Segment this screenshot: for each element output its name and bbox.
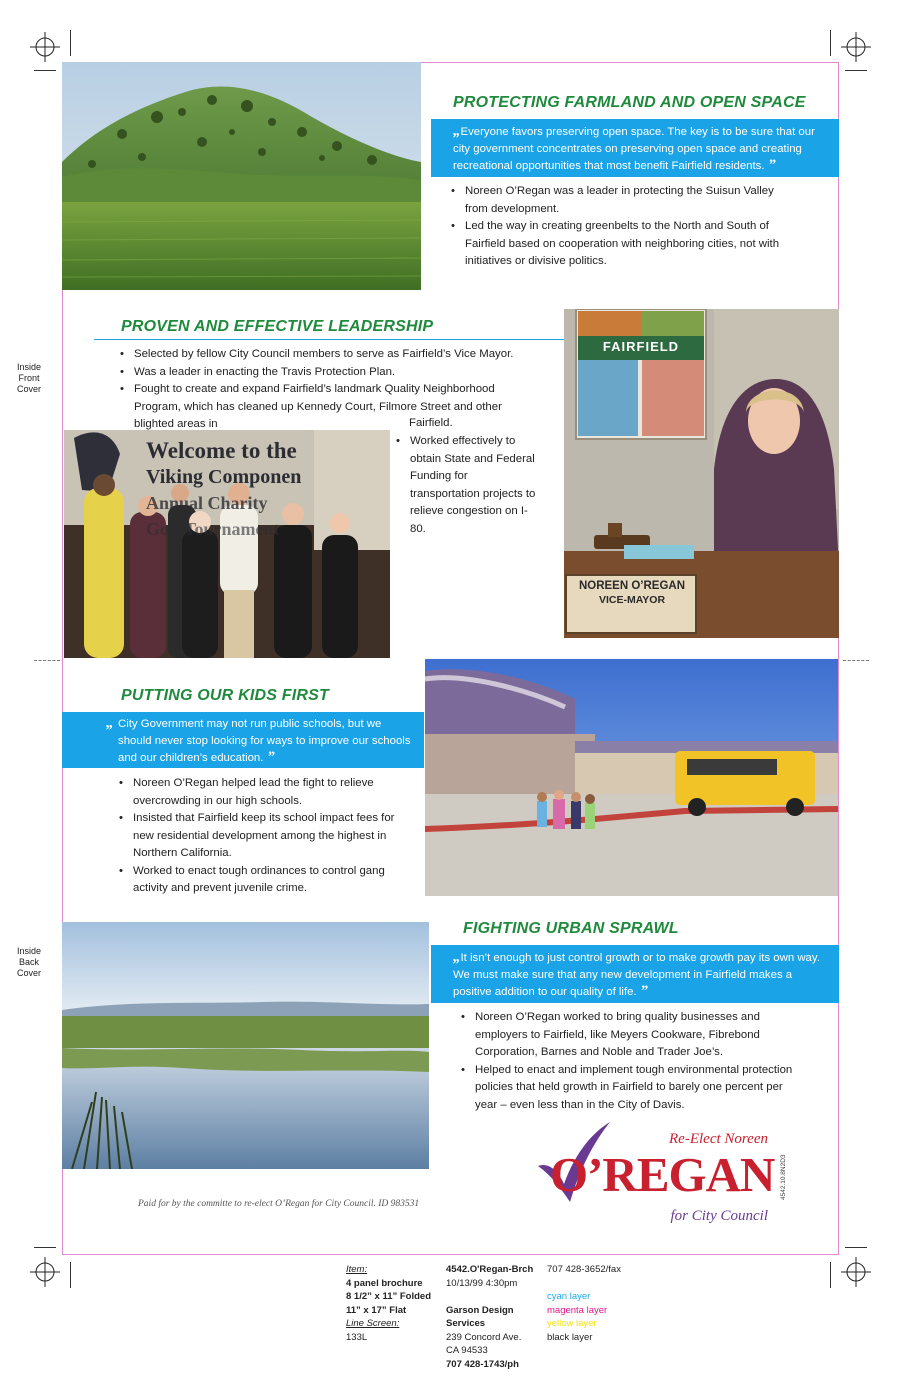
slug-line: yellow layer [547, 1318, 597, 1329]
list-item: • Selected by fellow City Council members to serve as Fairfield’s Vice Mayor. [120, 346, 520, 364]
open-quote-icon: „ [106, 715, 114, 731]
sprawl-heading: FIGHTING URBAN SPRAWL [463, 920, 679, 937]
list-item: • Fought to create and expand Fairfield’s landmark Quality Neighborhood Program, which has cleaned up Kennedy Court, Filmore Street and other blighted areas in [120, 381, 520, 434]
list-item: • Noreen O’Regan helped lead the fight to relieve overcrowding in our high schools. [119, 775, 399, 810]
vice-mayor-photo [564, 309, 839, 638]
slug-line: magenta layer [547, 1304, 608, 1316]
registration-mark-icon [30, 32, 60, 62]
slug-line: black layer [547, 1331, 593, 1343]
leadership-bullet-continuation: Fairfield. [409, 417, 453, 429]
list-item: • Worked effectively to obtain State and Federal Funding for transportation projects to relieve congestion on I-80. [396, 433, 536, 538]
school-photo [425, 659, 838, 896]
leadership-rule [94, 339, 564, 340]
list-item: • Led the way in creating greenbelts to the North and South of Fairfield based on cooperation with neighboring cities, not with initiatives or divisive politics. [451, 218, 791, 271]
slug-line: 4 panel brochure [346, 1277, 423, 1289]
logo-name: O’REGAN [550, 1147, 775, 1202]
open-quote-icon: „ [453, 949, 461, 965]
sprawl-bullet-list [461, 1009, 801, 1114]
list-item: • Helped to enact and implement tough environmental protection policies that held growth in Fairfield to barely one percent per year – even less than in the City of Davis. [461, 1062, 801, 1115]
nameplate: NOREEN O’REGAN VICE-MAYOR [578, 580, 686, 606]
slug-line: 707 428-3652/fax [547, 1264, 621, 1275]
leadership-bullet-list [120, 346, 520, 434]
slug-line: 10/13/99 4:30pm [446, 1277, 518, 1289]
slug-line: 8 1/2” x 11” Folded [346, 1291, 432, 1302]
sprawl-quote-text: It isn’t enough to just control growth or to make growth pay its own way. We must make sure that any new development in Fairfield makes a positive addition to our quality of life. [453, 952, 820, 998]
list-item: • Noreen O’Regan was a leader in protecting the Suisun Valley from development. [451, 183, 791, 218]
slug-column-2 [446, 1263, 533, 1371]
slug-column-3 [547, 1263, 621, 1344]
registration-mark-icon [841, 1257, 871, 1287]
kids-quote [62, 712, 424, 768]
farmland-photo [62, 62, 421, 290]
side-label-inside-front-cover: Inside Front Cover [16, 362, 42, 394]
crop-mark [830, 30, 831, 56]
welcome-banner: Welcome to the Viking Componen Annual Charity Golf Tournament [146, 438, 302, 539]
slug-line: 133L [346, 1331, 368, 1343]
slug-line: Line Screen: [346, 1318, 400, 1329]
slug-line: Services [446, 1318, 486, 1329]
slug-line [547, 1277, 621, 1291]
fold-mark [34, 660, 60, 661]
fold-mark [843, 660, 869, 661]
close-quote-icon: ” [636, 983, 648, 999]
slug-line: cyan layer [547, 1291, 591, 1302]
slug-line: 239 Concord Ave. [446, 1331, 522, 1343]
registration-mark-icon [841, 32, 871, 62]
list-item: • Insisted that Fairfield keep its school impact fees for new residential development among the highest in Northern California. [119, 810, 399, 863]
slug-line: 4542.O'Regan-Brch [446, 1264, 534, 1275]
open-quote-icon: „ [453, 123, 461, 139]
crop-mark [34, 1247, 56, 1248]
sprawl-quote [431, 945, 839, 1003]
group-photo [64, 430, 390, 658]
crop-mark [70, 30, 71, 56]
crop-mark [845, 70, 867, 71]
slug-line [446, 1290, 533, 1304]
crop-mark [70, 1262, 71, 1288]
kids-bullet-list [119, 775, 399, 898]
disclaimer: Paid for by the committe to re-elect O’Regan for City Council. ID 983531 [138, 1199, 420, 1209]
vertical-job-code: 4542.10.8N2D3 [780, 1154, 787, 1200]
farmland-quote-text: Everyone favors preserving open space. The key is to be sure that our city government concentrates on preserving open space and creating recreational opportunities that most benefit Fairfield residents. [453, 126, 815, 172]
list-item: • Was a leader in enacting the Travis Protection Plan. [120, 364, 520, 382]
kids-quote-text: City Government may not run public schools, but we should never stop looking for ways to improve our schools and our children’s education. [118, 718, 411, 764]
list-item: • Noreen O’Regan worked to bring quality businesses and employers to Fairfield, like Meyers Cookware, Fibrebond Corporation, Barnes and Noble and Trader Joe’s. [461, 1009, 801, 1062]
logo-tagline-bottom: for City Council [670, 1208, 768, 1224]
wetlands-photo [62, 922, 429, 1169]
side-label-inside-back-cover: Inside Back Cover [16, 946, 42, 978]
slug-line: Garson Design [446, 1304, 514, 1316]
slug-column-1 [346, 1263, 431, 1344]
slug-line: 11” x 17” Flat [346, 1304, 407, 1316]
close-quote-icon: ” [764, 157, 776, 173]
farmland-quote [431, 119, 839, 177]
leadership-bullet-list-2 [396, 433, 536, 538]
farmland-heading: PROTECTING FARMLAND AND OPEN SPACE [453, 94, 806, 111]
slug-line: Item: [346, 1264, 368, 1275]
slug-line: CA 94533 [446, 1345, 488, 1356]
logo-tagline-top: Re-Elect Noreen [669, 1131, 768, 1147]
farmland-bullet-list [451, 183, 791, 271]
close-quote-icon: ” [263, 749, 275, 765]
registration-mark-icon [30, 1257, 60, 1287]
crop-mark [830, 1262, 831, 1288]
leadership-heading: PROVEN AND EFFECTIVE LEADERSHIP [121, 318, 434, 335]
fairfield-sign: FAIRFIELD [602, 339, 680, 354]
list-item: • Worked to enact tough ordinances to control gang activity and prevent juvenile crime. [119, 863, 399, 898]
crop-mark [845, 1247, 867, 1248]
slug-line: 707 428-1743/ph [446, 1358, 519, 1370]
kids-heading: PUTTING OUR KIDS FIRST [121, 687, 329, 704]
crop-mark [34, 70, 56, 71]
